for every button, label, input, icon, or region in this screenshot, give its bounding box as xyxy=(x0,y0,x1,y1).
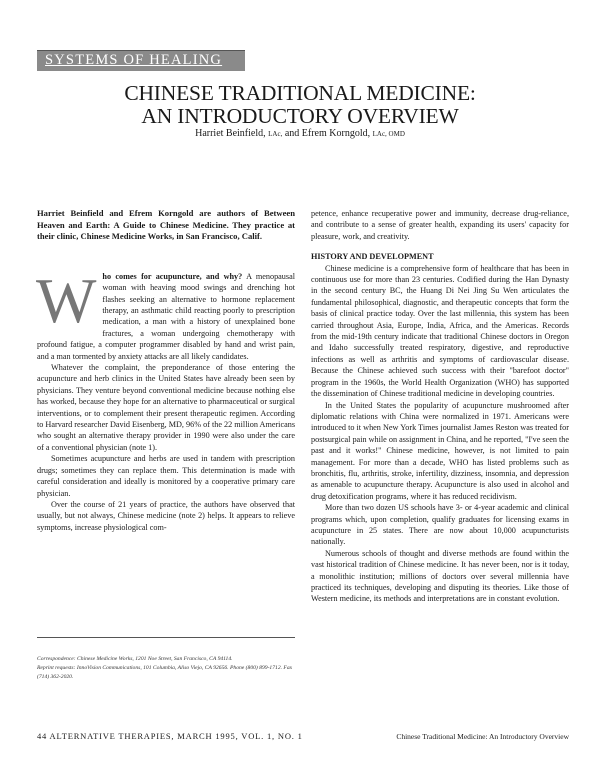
paragraph: Numerous schools of thought and diverse methods are found within the vast historical tradition of Chinese medicine. It has never been, nor is it today, a monolithic institution; millions of doctors over several millennia have practiced its techniques, developing and disputing its theories. Like those of Western medicine, its methods and interpretations are in constant evolution. xyxy=(311,548,569,604)
paragraph: Sometimes acupuncture and herbs are used in tandem with prescription drugs; sometimes they can replace them. This determination is made with careful consideration and ideally is monitored by a cooperative primary care physician. xyxy=(37,454,295,498)
paragraph: Chinese medicine is a comprehensive form of healthcare that has been in continuous use for more than 23 centuries. Codified during the Han Dynasty in the second century BC, the Huang Di Nei Jing Su Wen articulates the fundamental philosophical, diagnostic, and therapeutic concepts that form the basis of clinical practice today. Over the last millennia, this system has been carried throughout Asia, Europe, India, Africa, and the Americas. Records from the mid-19th century indicate that traditional Chinese doctors in Oregon and Idaho successfully treated respiratory, digestive, and reproductive infections as well as arthritis and symptoms of cardiovascular disease. Because the Chinese achieved such success with their "barefoot doctor" program in the 1960s, the World Health Organization (WHO) has supported the dissemination of Chinese traditional medicine in developing countries. xyxy=(311,263,569,399)
section-label: SYSTEMS OF HEALING xyxy=(45,52,223,68)
footnote-divider xyxy=(37,637,295,638)
reprint-note: Reprint requests: InnoVision Communications, 101 Columbia, Aliso Viejo, CA 92656. Phone (800) 899-1712. Fax (714) 362-2020. xyxy=(37,665,293,680)
author-1-credentials: LAc, xyxy=(268,130,283,138)
paragraph: In the United States the popularity of acupuncture mushroomed after diplomatic relations with China were normalized in 1971. Americans were introduced to it when New York Times journalist James Reston was treated for postsurgical pain while on assignment in China, and he reported, "I've seen the past and it works!" Chinese medicine, however, is not limited to pain management. For more than a decade, WHO has listed problems such as bronchitis, flu, arthritis, stroke, infertility, dizziness, insomnia, and depression as amenable to acupuncture therapy. Acupuncture is also used in alcohol and drug detoxification programs, where it has reduced recidivism. xyxy=(311,400,569,501)
page-footer-left: 44 ALTERNATIVE THERAPIES, MARCH 1995, VOL. 1, NO. 1 xyxy=(37,731,303,741)
paragraph: Whatever the complaint, the preponderance of those entering the acupuncture and herb clinics in the United States have already been seen by physicians. They venture beyond conventional medicine because nothing else has worked, because they hope for an alternative to pharmaceutical or surgical interventions, or to complement their present therapeutic regimen. According to Harvard researcher David Eisenberg, MD, 96% of the 22 million Americans who sought an alternative therapy provider in 1990 were also under the care of a conventional physician (note 1). xyxy=(37,363,295,452)
lead-text: A menopausal woman with heaving mood swings and drenching hot flashes seeking an alternative to hormone replacement therapy, an asthmatic child reacting poorly to prescription medication, a man with a history of unexplained bone fractures, a woman undergoing chemotherapy with profound fatigue, a computer programmer disabled by hand and wrist pain, and a man tormented by anxiety attacks are all likely candidates. xyxy=(37,271,295,361)
left-column xyxy=(37,208,295,533)
lead-paragraph xyxy=(36,264,295,362)
author-2-credentials: LAc, OMD xyxy=(372,130,405,138)
title-line-2: AN INTRODUCTORY OVERVIEW xyxy=(141,104,459,128)
page-footer-right: Chinese Traditional Medicine: An Introductory Overview xyxy=(396,732,569,741)
right-column xyxy=(311,208,569,605)
drop-cap: W xyxy=(36,264,97,336)
paragraph: Over the course of 21 years of practice, the authors have observed that usually, but not always, Chinese medicine (note 2) helps. It appears to relieve symptoms, increase physiological com- xyxy=(37,499,295,532)
author-joiner: and Efrem Korngold, xyxy=(284,128,371,139)
paragraph: petence, enhance recuperative power and immunity, decrease drug-reliance, and contribute to a sense of greater health, expanding its users' capacity for pleasure, work, and creativity. xyxy=(311,209,569,241)
correspondence-note: Correspondence: Chinese Medicine Works, 1201 Noe Street, San Francisco, CA 94114. xyxy=(37,656,233,662)
section-label-bar xyxy=(37,50,245,71)
section-heading: HISTORY AND DEVELOPMENT xyxy=(311,252,434,262)
author-bio: Harriet Beinfield and Efrem Korngold are authors of Between Heaven and Earth: A Guide to Chinese Medicine. They practice at their clinic, Chinese Medicine Works, in San Francisco, Calif. xyxy=(37,208,295,242)
lead-bold: ho comes for acupuncture, and why? xyxy=(102,271,243,281)
author-byline xyxy=(0,128,600,139)
paragraph: More than two dozen US schools have 3- or 4-year academic and clinical programs which, upon completion, qualify graduates for licensing exams in acupuncture in 25 states. There are now about 10,000 acupuncturists nationally. xyxy=(311,503,569,547)
title-line-1: CHINESE TRADITIONAL MEDICINE: xyxy=(124,81,476,105)
footnote xyxy=(37,655,295,682)
author-1: Harriet Beinfield, xyxy=(195,128,266,139)
article-title xyxy=(0,82,600,128)
